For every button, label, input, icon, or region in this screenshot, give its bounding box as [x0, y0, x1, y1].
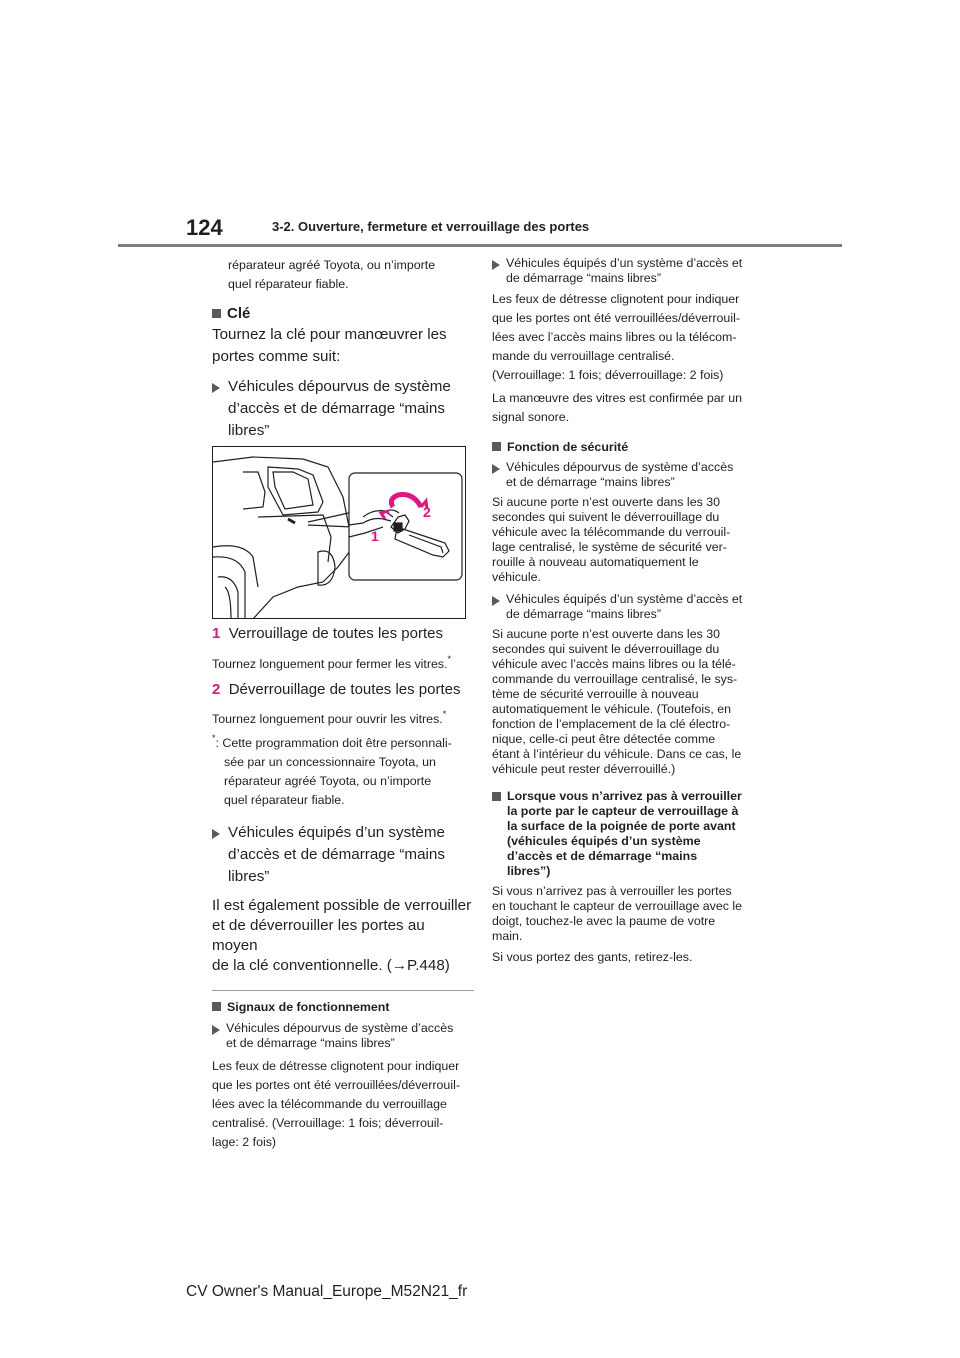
right-text-2: La manœuvre des vitres est confirmée par un signal sonore. — [492, 391, 742, 424]
also-text: Il est également possible de verrouiller et de déverrouiller les portes au moyen de la clé conventionnelle. (→P.448) — [212, 897, 472, 974]
key-operation-figure — [212, 446, 466, 619]
right-bullet-1: Véhicules équipés d’un système d’accès et de démarrage “mains libres” — [492, 256, 754, 286]
intro-line: réparateur agréé Toyota, ou n’importe — [228, 258, 436, 272]
cle-text: Tournez la clé pour manœuvrer les — [212, 326, 447, 343]
car-door-key-illustration — [213, 447, 466, 619]
square-bullet-icon — [212, 1002, 221, 1011]
triangle-bullet-icon — [212, 383, 220, 393]
triangle-bullet-icon — [212, 829, 220, 839]
signals-heading: Signaux de fonctionnement — [212, 999, 474, 1015]
security-text-1: Si aucune porte n’est ouverte dans les 30 secondes qui suivent le déverrouillage du véhicule avec la télécommande du verrouil- lage centralisé, le système de sécurité ver- rouille à nouveau automatiquement le véhicule. — [492, 495, 731, 584]
security-text-2: Si aucune porte n’est ouverte dans les 30 secondes qui suivent le déverrouillage du véhicule avec l’accès mains libres ou la télé- commande du verrouillage centralisé, le sys- tème de sécurité verrouille à nouveau automatiquement le véhicule. (Toutefois, en fonction de l’emplacement de la clé électro- nique, celle-ci peut être détectée comme étant à l’intérieur du véhicule. Dans ce cas, le véhicule peut rester déverrouillé.) — [492, 627, 742, 776]
item-1-sub: Tournez longuement pour fermer les vitres.* — [212, 654, 452, 671]
vehicles-without-bullet: Véhicules dépourvus de système d’accès et de démarrage “mains libres” — [212, 376, 474, 442]
lock-text: Si vous n’arrivez pas à verrouiller les portes en touchant le capteur de verrouillage avec le doigt, touchez-le avec la paume de votre main. Si vous portez des gants, retirez-les. — [492, 884, 743, 964]
signals-text: Les feux de détresse clignotent pour indiquer que les portes ont été verrouillées/déverrouil- lées avec la télécommande du verrouillage centralisé. (Verrouillage: 1 fois; déverrouil- lage: 2 fois) — [212, 1059, 460, 1149]
page-number: 124 — [186, 215, 223, 240]
left-column — [212, 256, 474, 442]
left-column-lower — [212, 624, 474, 1152]
item-2-sub: Tournez longuement pour ouvrir les vitres.* — [212, 709, 447, 726]
triangle-bullet-icon — [492, 596, 500, 606]
item-1: 1 Verrouillage de toutes les portes — [212, 625, 443, 642]
security-heading: Fonction de sécurité — [492, 439, 754, 455]
figure-label-2: 2 — [423, 504, 431, 520]
footnote: quel réparateur fiable. — [224, 793, 345, 807]
cle-heading: Clé — [212, 304, 474, 324]
signals-bullet: Véhicules dépourvus de système d’accès et de démarrage “mains libres” — [212, 1021, 474, 1051]
square-bullet-icon — [212, 309, 221, 318]
footer-text: CV Owner's Manual_Europe_M52N21_fr — [186, 1283, 468, 1300]
item-2: 2 Déverrouillage de toutes les portes — [212, 681, 461, 698]
lock-heading: Lorsque vous n’arrivez pas à verrouiller la porte par le capteur de verrouillage à la surface de la poignée de porte avant (véhicules équipés d’un système d’accès et de démarrage “mains libres”) — [492, 789, 754, 879]
triangle-bullet-icon — [492, 260, 500, 270]
footnote: sée par un concessionnaire Toyota, un — [224, 755, 436, 769]
square-bullet-icon — [492, 442, 501, 451]
right-column — [492, 256, 754, 965]
vehicles-with-bullet: Véhicules équipés d’un système d’accès et de démarrage “mains libres” — [212, 822, 474, 888]
footnote: *: Cette programmation doit être personnali- — [212, 733, 452, 750]
security-bullet-1: Véhicules dépourvus de système d’accès et de démarrage “mains libres” — [492, 460, 754, 490]
triangle-bullet-icon — [492, 464, 500, 474]
right-text-1: Les feux de détresse clignotent pour indiquer que les portes ont été verrouillées/déverrouil- lées avec l’accès mains libres ou la télécom- mande du verrouillage centralisé. (Verrouillage: 1 fois; déverrouillage: 2 fois) — [492, 292, 740, 382]
figure-label-1: 1 — [371, 528, 379, 544]
security-bullet-2: Véhicules équipés d’un système d’accès et de démarrage “mains libres” — [492, 592, 754, 622]
section-divider — [212, 990, 474, 991]
intro-line: quel réparateur fiable. — [228, 277, 349, 291]
square-bullet-icon — [492, 792, 501, 801]
header-rule — [118, 244, 842, 247]
cle-text: portes comme suit: — [212, 348, 341, 365]
footnote: réparateur agréé Toyota, ou n’importe — [224, 774, 432, 788]
section-title: 3-2. Ouverture, fermeture et verrouillage des portes — [272, 219, 590, 234]
triangle-bullet-icon — [212, 1025, 220, 1035]
